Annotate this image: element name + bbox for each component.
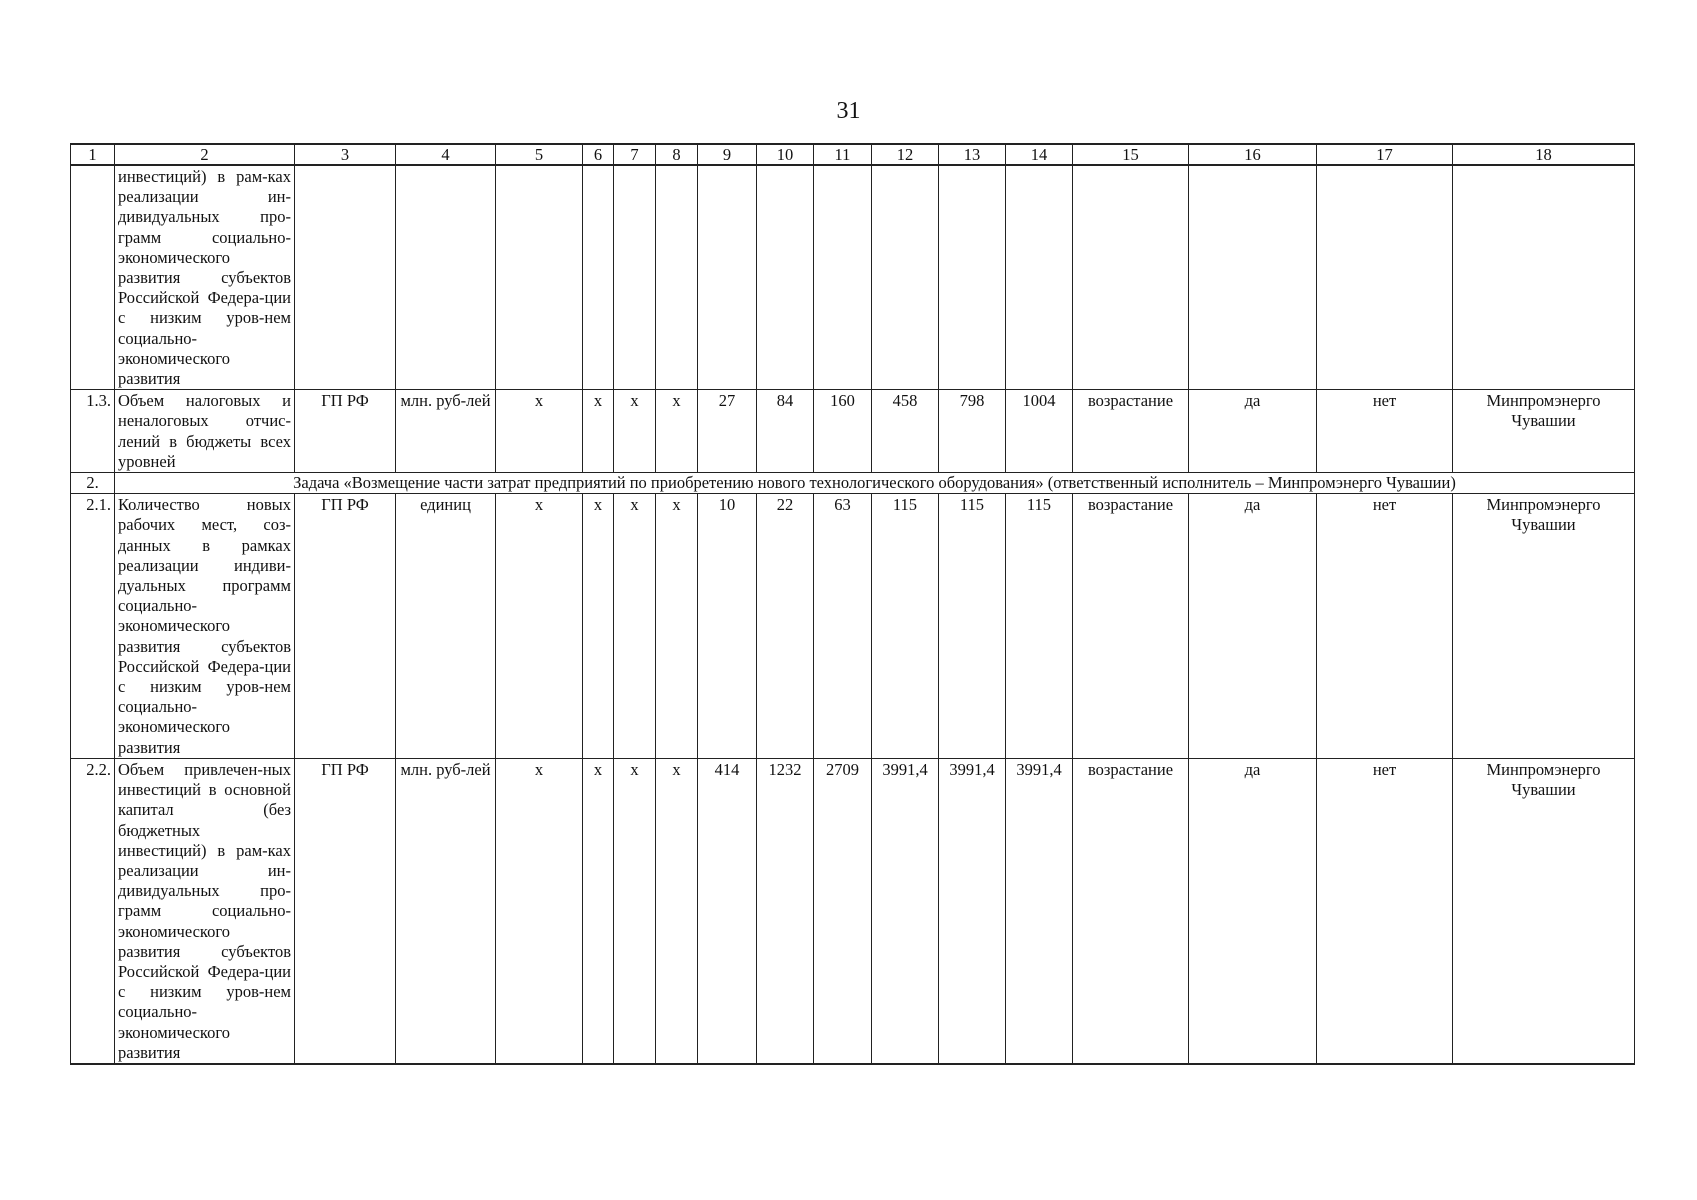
column-header: 3 <box>295 144 396 165</box>
column-header: 8 <box>656 144 698 165</box>
column-17-cell: нет <box>1317 758 1453 1064</box>
value-cell: х <box>583 494 614 759</box>
value-cell: х <box>614 758 656 1064</box>
indicator-name: Объем налоговых и неналоговых отчис-лений в бюджеты всех уровней <box>115 390 295 473</box>
page-number: 31 <box>836 98 861 124</box>
value-cell: 115 <box>1006 494 1073 759</box>
column-header: 5 <box>496 144 583 165</box>
column-17-cell <box>1317 165 1453 390</box>
value-cell: 84 <box>757 390 814 473</box>
task-number: 2. <box>71 473 115 494</box>
executor-cell: Минпромэнерго Чувашии <box>1453 758 1635 1064</box>
value-cell <box>814 165 872 390</box>
value-cell: 3991,4 <box>872 758 939 1064</box>
column-header: 15 <box>1073 144 1189 165</box>
value-cell <box>872 165 939 390</box>
unit-cell: млн. руб-лей <box>396 390 496 473</box>
table-row <box>71 758 1635 1064</box>
column-header: 14 <box>1006 144 1073 165</box>
trend-cell <box>1073 165 1189 390</box>
value-cell: 414 <box>698 758 757 1064</box>
source-cell: ГП РФ <box>295 758 396 1064</box>
value-cell: х <box>656 758 698 1064</box>
value-cell: х <box>614 390 656 473</box>
executor-cell: Минпромэнерго Чувашии <box>1453 390 1635 473</box>
column-header: 11 <box>814 144 872 165</box>
value-cell: 1232 <box>757 758 814 1064</box>
column-16-cell <box>1189 165 1317 390</box>
unit-cell <box>396 165 496 390</box>
column-header: 12 <box>872 144 939 165</box>
column-16-cell: да <box>1189 758 1317 1064</box>
row-number: 1.3. <box>71 390 115 473</box>
value-cell: х <box>583 758 614 1064</box>
value-cell: 3991,4 <box>939 758 1006 1064</box>
value-cell <box>698 165 757 390</box>
value-cell <box>757 165 814 390</box>
column-header: 6 <box>583 144 614 165</box>
executor-cell <box>1453 165 1635 390</box>
column-header: 1 <box>71 144 115 165</box>
table-header-row <box>71 144 1635 165</box>
value-cell <box>583 165 614 390</box>
indicator-name: Объем привлечен-ных инвестиций в основной капитал (без бюджетных инвестиций) в рам-ках реализации ин-дивидуальных про-грамм социально-экономического развития субъектов Российской Федера-ции с низким уров-нем социально-экономического развития <box>115 758 295 1064</box>
trend-cell: возрастание <box>1073 494 1189 759</box>
value-cell: 10 <box>698 494 757 759</box>
value-cell: 2709 <box>814 758 872 1064</box>
indicator-name: Количество новых рабочих мест, соз-данных в рамках реализации индиви-дуальных программ социально-экономического развития субъектов Российской Федера-ции с низким уров-нем социально-экономического развития <box>115 494 295 759</box>
column-header: 10 <box>757 144 814 165</box>
column-16-cell: да <box>1189 390 1317 473</box>
column-header: 9 <box>698 144 757 165</box>
column-17-cell: нет <box>1317 494 1453 759</box>
column-header: 18 <box>1453 144 1635 165</box>
column-header: 17 <box>1317 144 1453 165</box>
column-header: 13 <box>939 144 1006 165</box>
indicator-name: инвестиций) в рам-ках реализации ин-дивидуальных про-грамм социально-экономического развития субъектов Российской Федера-ции с низким уров-нем социально-экономического развития <box>115 165 295 390</box>
value-cell <box>1006 165 1073 390</box>
value-cell: 798 <box>939 390 1006 473</box>
unit-cell: млн. руб-лей <box>396 758 496 1064</box>
value-cell <box>656 165 698 390</box>
value-cell: х <box>496 758 583 1064</box>
column-header: 2 <box>115 144 295 165</box>
value-cell: х <box>496 390 583 473</box>
source-cell: ГП РФ <box>295 494 396 759</box>
row-number: 2.2. <box>71 758 115 1064</box>
value-cell: х <box>496 494 583 759</box>
value-cell: 115 <box>939 494 1006 759</box>
trend-cell: возрастание <box>1073 390 1189 473</box>
task-title: Задача «Возмещение части затрат предприятий по приобретению нового технологического оборудования» (ответственный исполнитель – Минпромэнерго Чувашии) <box>115 473 1635 494</box>
table-row <box>71 494 1635 759</box>
value-cell: х <box>583 390 614 473</box>
value-cell: 458 <box>872 390 939 473</box>
source-cell: ГП РФ <box>295 390 396 473</box>
trend-cell: возрастание <box>1073 758 1189 1064</box>
value-cell: 27 <box>698 390 757 473</box>
value-cell: х <box>614 494 656 759</box>
table-row <box>71 390 1635 473</box>
value-cell <box>939 165 1006 390</box>
value-cell <box>496 165 583 390</box>
task-row <box>71 473 1635 494</box>
executor-cell: Минпромэнерго Чувашии <box>1453 494 1635 759</box>
value-cell: 115 <box>872 494 939 759</box>
value-cell: 160 <box>814 390 872 473</box>
column-16-cell: да <box>1189 494 1317 759</box>
indicators-table <box>70 143 1635 1065</box>
value-cell: 22 <box>757 494 814 759</box>
row-number: 2.1. <box>71 494 115 759</box>
table-row <box>71 165 1635 390</box>
value-cell: 63 <box>814 494 872 759</box>
source-cell <box>295 165 396 390</box>
value-cell: х <box>656 390 698 473</box>
value-cell <box>614 165 656 390</box>
row-number <box>71 165 115 390</box>
column-header: 16 <box>1189 144 1317 165</box>
value-cell: 1004 <box>1006 390 1073 473</box>
column-17-cell: нет <box>1317 390 1453 473</box>
value-cell: х <box>656 494 698 759</box>
unit-cell: единиц <box>396 494 496 759</box>
value-cell: 3991,4 <box>1006 758 1073 1064</box>
column-header: 7 <box>614 144 656 165</box>
column-header: 4 <box>396 144 496 165</box>
